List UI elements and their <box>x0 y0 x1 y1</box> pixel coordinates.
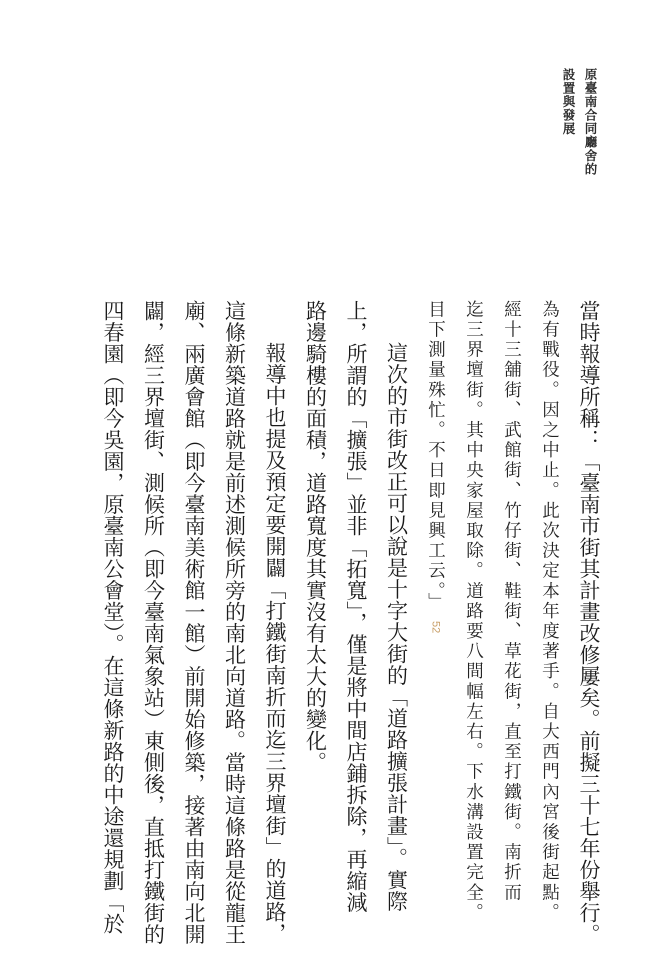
running-header-line-2: 設置與發展 <box>561 68 576 136</box>
text-column: 四春園（即今吳園，原臺南公會堂）。在這條新路的中途還規劃「於 <box>101 300 125 935</box>
quote-column: 為有戰役。因之中止。此次決定本年度著手。自大西門內宮後街起點。 <box>539 300 560 924</box>
body-text <box>49 300 609 945</box>
paragraph-start-column: 這次的市街改正可以說是十字大街的「道路擴張計畫」。實際 <box>384 342 409 912</box>
text-column: 上，所謂的「擴張」並非「拓寬」，僅是將中間店鋪拆除，再縮減 <box>344 300 368 913</box>
quote-end-text: 目下測量殊忙。不日即見興工云。」 <box>425 300 446 613</box>
text-column: 路邊騎樓的面積，道路寬度其實沒有太大的變化。 <box>303 300 328 773</box>
running-header-line-1: 原臺南合同廳舍的 <box>583 68 598 176</box>
footnote-marker: 52 <box>429 620 442 634</box>
quote-column: 迄三界壇街。其中央家屋取除。道路要八間幅左右。下水溝設置完全。 <box>463 300 484 924</box>
text-column: 廟、兩廣會館（即今臺南美術館一館）前開始修築，接著由南向北開 <box>182 300 206 945</box>
paragraph-start-column: 報導中也提及預定要開闢「打鐵街南折而迄三界壇街」的道路， <box>263 342 287 944</box>
text-column: 闢，經三界壇街、測候所（即今臺南氣象站）東側後，直抵打鐵街的 <box>141 300 166 945</box>
quote-column: 經十三舖街、武館街、竹仔街、鞋街、草花街，直至打鐵街。南折而 <box>501 300 522 903</box>
quote-column <box>417 300 455 900</box>
running-header <box>557 68 601 218</box>
text-column: 當時報導所稱：「臺南市街其計畫改修屢矣。前擬三十七年份舉行。 <box>577 300 601 945</box>
text-column: 這條新築道路就是前述測候所旁的南北向道路。當時這條路是從龍王 <box>222 300 247 945</box>
